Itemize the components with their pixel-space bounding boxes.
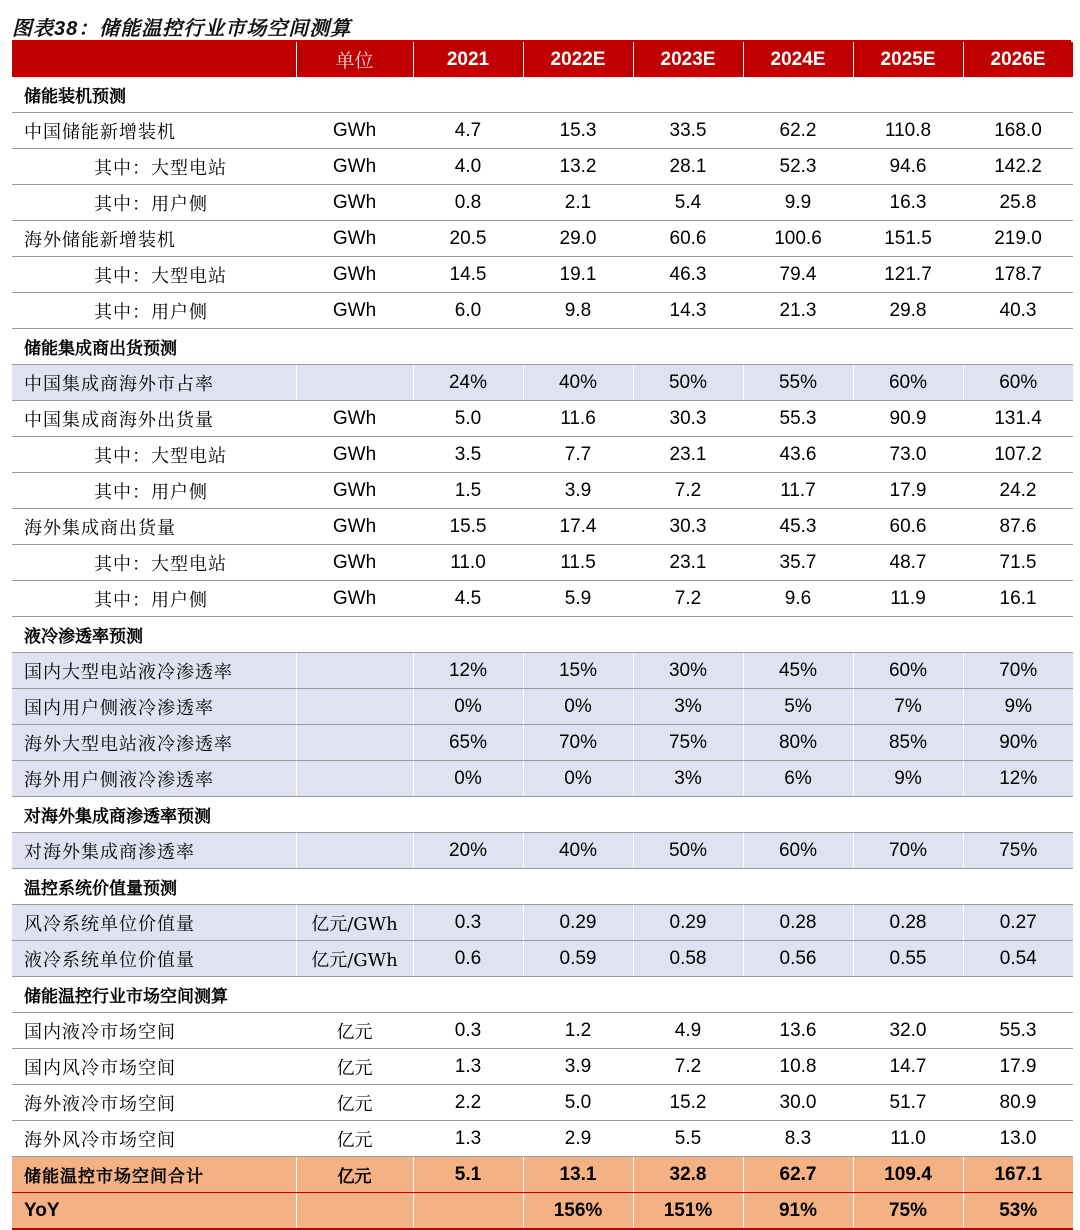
- value-cell: 29.0: [523, 221, 633, 257]
- value-cell: 62.7: [743, 1157, 853, 1193]
- unit-cell: [296, 653, 413, 689]
- row-label: 对海外集成商渗透率: [12, 833, 296, 869]
- value-cell: 0.6: [413, 941, 523, 977]
- value-cell: [413, 1193, 523, 1230]
- value-cell: 60%: [853, 365, 963, 401]
- value-cell: 51.7: [853, 1085, 963, 1121]
- value-cell: 24.2: [963, 473, 1073, 509]
- unit-cell: GWh: [296, 473, 413, 509]
- value-cell: 3.9: [523, 473, 633, 509]
- row-label: 国内液冷市场空间: [12, 1013, 296, 1049]
- unit-cell: [296, 761, 413, 797]
- unit-cell: GWh: [296, 185, 413, 221]
- value-cell: 9.6: [743, 581, 853, 617]
- value-cell: 0%: [413, 689, 523, 725]
- value-cell: 12%: [963, 761, 1073, 797]
- table-row: [12, 257, 1073, 293]
- table-body: [12, 77, 1073, 1229]
- row-label: 其中：用户侧: [12, 473, 296, 509]
- unit-cell: 亿元: [296, 1013, 413, 1049]
- value-cell: 48.7: [853, 545, 963, 581]
- value-cell: 9.9: [743, 185, 853, 221]
- value-cell: 52.3: [743, 149, 853, 185]
- value-cell: 32.0: [853, 1013, 963, 1049]
- row-label: 海外用户侧液冷渗透率: [12, 761, 296, 797]
- value-cell: 11.0: [853, 1121, 963, 1157]
- value-cell: 0.27: [963, 905, 1073, 941]
- table-row: [12, 725, 1073, 761]
- table-row: [12, 905, 1073, 941]
- value-cell: 23.1: [633, 545, 743, 581]
- unit-cell: [296, 689, 413, 725]
- value-cell: 32.8: [633, 1157, 743, 1193]
- value-cell: 5.4: [633, 185, 743, 221]
- value-cell: 30.3: [633, 509, 743, 545]
- unit-cell: GWh: [296, 113, 413, 149]
- value-cell: 3.5: [413, 437, 523, 473]
- table-row: [12, 365, 1073, 401]
- table-row: [12, 833, 1073, 869]
- value-cell: 2.2: [413, 1085, 523, 1121]
- table-row: [12, 293, 1073, 329]
- table-row: [12, 761, 1073, 797]
- value-cell: 19.1: [523, 257, 633, 293]
- value-cell: 33.5: [633, 113, 743, 149]
- unit-cell: 亿元/GWh: [296, 941, 413, 977]
- value-cell: 0.54: [963, 941, 1073, 977]
- value-cell: 17.4: [523, 509, 633, 545]
- value-cell: 13.6: [743, 1013, 853, 1049]
- value-cell: 142.2: [963, 149, 1073, 185]
- table-row: [12, 1013, 1073, 1049]
- value-cell: 13.2: [523, 149, 633, 185]
- value-cell: 75%: [853, 1193, 963, 1230]
- value-cell: 12%: [413, 653, 523, 689]
- unit-cell: 亿元: [296, 1157, 413, 1193]
- section-title: 储能温控行业市场空间测算: [12, 977, 1073, 1013]
- value-cell: 5.0: [523, 1085, 633, 1121]
- value-cell: 7.7: [523, 437, 633, 473]
- row-label: 海外液冷市场空间: [12, 1085, 296, 1121]
- value-cell: 15%: [523, 653, 633, 689]
- value-cell: 4.7: [413, 113, 523, 149]
- unit-cell: 亿元: [296, 1121, 413, 1157]
- unit-cell: GWh: [296, 509, 413, 545]
- value-cell: 1.5: [413, 473, 523, 509]
- value-cell: 9%: [853, 761, 963, 797]
- value-cell: 21.3: [743, 293, 853, 329]
- value-cell: 0.8: [413, 185, 523, 221]
- value-cell: 30%: [633, 653, 743, 689]
- section-title: 液冷渗透率预测: [12, 617, 1073, 653]
- value-cell: 15.2: [633, 1085, 743, 1121]
- value-cell: 30.0: [743, 1085, 853, 1121]
- value-cell: 11.5: [523, 545, 633, 581]
- value-cell: 60.6: [853, 509, 963, 545]
- value-cell: 131.4: [963, 401, 1073, 437]
- row-label: 中国集成商海外出货量: [12, 401, 296, 437]
- section-header-row: [12, 869, 1073, 905]
- value-cell: 0.58: [633, 941, 743, 977]
- value-cell: 45%: [743, 653, 853, 689]
- value-cell: 14.3: [633, 293, 743, 329]
- row-label: 其中：用户侧: [12, 581, 296, 617]
- value-cell: 23.1: [633, 437, 743, 473]
- value-cell: 30.3: [633, 401, 743, 437]
- header-unit-cell: 单位: [296, 42, 413, 77]
- value-cell: 53%: [963, 1193, 1073, 1230]
- table-row: [12, 1085, 1073, 1121]
- value-cell: 13.0: [963, 1121, 1073, 1157]
- yoy-row: [12, 1193, 1073, 1230]
- value-cell: 65%: [413, 725, 523, 761]
- value-cell: 7.2: [633, 1049, 743, 1085]
- value-cell: 11.9: [853, 581, 963, 617]
- section-title: 储能装机预测: [12, 77, 1073, 113]
- unit-cell: 亿元: [296, 1085, 413, 1121]
- value-cell: 107.2: [963, 437, 1073, 473]
- section-header-row: [12, 77, 1073, 113]
- value-cell: 1.3: [413, 1049, 523, 1085]
- row-label: 其中：用户侧: [12, 293, 296, 329]
- header-year-cell: 2024E: [743, 42, 853, 77]
- table-row: [12, 149, 1073, 185]
- value-cell: 11.0: [413, 545, 523, 581]
- value-cell: 5.0: [413, 401, 523, 437]
- value-cell: 15.3: [523, 113, 633, 149]
- value-cell: 71.5: [963, 545, 1073, 581]
- value-cell: 0.56: [743, 941, 853, 977]
- value-cell: 110.8: [853, 113, 963, 149]
- value-cell: 0.28: [743, 905, 853, 941]
- unit-cell: [296, 725, 413, 761]
- value-cell: 40%: [523, 833, 633, 869]
- header-year-cell: 2026E: [963, 42, 1073, 77]
- unit-cell: GWh: [296, 545, 413, 581]
- row-label: 海外储能新增装机: [12, 221, 296, 257]
- value-cell: 0.29: [523, 905, 633, 941]
- value-cell: 5.5: [633, 1121, 743, 1157]
- unit-cell: [296, 365, 413, 401]
- unit-cell: GWh: [296, 293, 413, 329]
- value-cell: 20.5: [413, 221, 523, 257]
- table-row: [12, 941, 1073, 977]
- forecast-table: [12, 42, 1074, 1230]
- table-row: [12, 401, 1073, 437]
- value-cell: 25.8: [963, 185, 1073, 221]
- value-cell: 0.59: [523, 941, 633, 977]
- table-row: [12, 473, 1073, 509]
- table-row: [12, 113, 1073, 149]
- value-cell: 9%: [963, 689, 1073, 725]
- value-cell: 17.9: [853, 473, 963, 509]
- value-cell: 20%: [413, 833, 523, 869]
- value-cell: 8.3: [743, 1121, 853, 1157]
- unit-cell: GWh: [296, 581, 413, 617]
- section-title: 对海外集成商渗透率预测: [12, 797, 1073, 833]
- value-cell: 29.8: [853, 293, 963, 329]
- value-cell: 55%: [743, 365, 853, 401]
- figure-title: 图表38：储能温控行业市场空间测算: [12, 18, 352, 40]
- value-cell: 79.4: [743, 257, 853, 293]
- value-cell: 4.9: [633, 1013, 743, 1049]
- value-cell: 1.2: [523, 1013, 633, 1049]
- value-cell: 10.8: [743, 1049, 853, 1085]
- value-cell: 5.1: [413, 1157, 523, 1193]
- row-label: 其中：用户侧: [12, 185, 296, 221]
- value-cell: 3%: [633, 689, 743, 725]
- row-label: YoY: [12, 1193, 296, 1230]
- value-cell: 60%: [963, 365, 1073, 401]
- value-cell: 16.3: [853, 185, 963, 221]
- section-header-row: [12, 617, 1073, 653]
- table-row: [12, 509, 1073, 545]
- value-cell: 91%: [743, 1193, 853, 1230]
- value-cell: 0.3: [413, 1013, 523, 1049]
- value-cell: 62.2: [743, 113, 853, 149]
- value-cell: 80.9: [963, 1085, 1073, 1121]
- row-label: 国内大型电站液冷渗透率: [12, 653, 296, 689]
- table-row: [12, 221, 1073, 257]
- unit-cell: 亿元/GWh: [296, 905, 413, 941]
- section-title: 储能集成商出货预测: [12, 329, 1073, 365]
- row-label: 海外风冷市场空间: [12, 1121, 296, 1157]
- value-cell: 0%: [523, 761, 633, 797]
- unit-cell: GWh: [296, 257, 413, 293]
- value-cell: 4.0: [413, 149, 523, 185]
- value-cell: 40%: [523, 365, 633, 401]
- row-label: 中国集成商海外市占率: [12, 365, 296, 401]
- value-cell: 50%: [633, 365, 743, 401]
- value-cell: 1.3: [413, 1121, 523, 1157]
- value-cell: 5%: [743, 689, 853, 725]
- value-cell: 75%: [963, 833, 1073, 869]
- unit-cell: GWh: [296, 149, 413, 185]
- value-cell: 70%: [853, 833, 963, 869]
- table-row: [12, 1121, 1073, 1157]
- value-cell: 0%: [523, 689, 633, 725]
- row-label: 储能温控市场空间合计: [12, 1157, 296, 1193]
- table-row: [12, 581, 1073, 617]
- value-cell: 151%: [633, 1193, 743, 1230]
- value-cell: 87.6: [963, 509, 1073, 545]
- value-cell: 4.5: [413, 581, 523, 617]
- value-cell: 0.3: [413, 905, 523, 941]
- header-year-cell: 2023E: [633, 42, 743, 77]
- value-cell: 14.5: [413, 257, 523, 293]
- row-label: 中国储能新增装机: [12, 113, 296, 149]
- value-cell: 2.1: [523, 185, 633, 221]
- value-cell: 17.9: [963, 1049, 1073, 1085]
- value-cell: 13.1: [523, 1157, 633, 1193]
- value-cell: 60%: [743, 833, 853, 869]
- value-cell: 3%: [633, 761, 743, 797]
- section-header-row: [12, 977, 1073, 1013]
- row-label: 海外集成商出货量: [12, 509, 296, 545]
- value-cell: 75%: [633, 725, 743, 761]
- row-label: 其中：大型电站: [12, 257, 296, 293]
- header-year-cell: 2021: [413, 42, 523, 77]
- value-cell: 90%: [963, 725, 1073, 761]
- value-cell: 7.2: [633, 581, 743, 617]
- value-cell: 0.29: [633, 905, 743, 941]
- value-cell: 7%: [853, 689, 963, 725]
- row-label: 海外大型电站液冷渗透率: [12, 725, 296, 761]
- value-cell: 7.2: [633, 473, 743, 509]
- total-row: [12, 1157, 1073, 1193]
- value-cell: 2.9: [523, 1121, 633, 1157]
- value-cell: 14.7: [853, 1049, 963, 1085]
- value-cell: 90.9: [853, 401, 963, 437]
- row-label: 其中：大型电站: [12, 437, 296, 473]
- value-cell: 11.7: [743, 473, 853, 509]
- value-cell: 219.0: [963, 221, 1073, 257]
- value-cell: 11.6: [523, 401, 633, 437]
- header-name-cell: [12, 42, 296, 77]
- row-label: 液冷系统单位价值量: [12, 941, 296, 977]
- value-cell: 168.0: [963, 113, 1073, 149]
- value-cell: 35.7: [743, 545, 853, 581]
- value-cell: 0%: [413, 761, 523, 797]
- header-year-cell: 2025E: [853, 42, 963, 77]
- unit-cell: [296, 1193, 413, 1230]
- value-cell: 60%: [853, 653, 963, 689]
- section-title: 温控系统价值量预测: [12, 869, 1073, 905]
- value-cell: 73.0: [853, 437, 963, 473]
- value-cell: 28.1: [633, 149, 743, 185]
- value-cell: 70%: [523, 725, 633, 761]
- table-row: [12, 653, 1073, 689]
- value-cell: 94.6: [853, 149, 963, 185]
- value-cell: 55.3: [743, 401, 853, 437]
- value-cell: 15.5: [413, 509, 523, 545]
- value-cell: 16.1: [963, 581, 1073, 617]
- value-cell: 55.3: [963, 1013, 1073, 1049]
- unit-cell: GWh: [296, 221, 413, 257]
- table-row: [12, 545, 1073, 581]
- value-cell: 50%: [633, 833, 743, 869]
- value-cell: 46.3: [633, 257, 743, 293]
- row-label: 风冷系统单位价值量: [12, 905, 296, 941]
- value-cell: 80%: [743, 725, 853, 761]
- section-header-row: [12, 797, 1073, 833]
- value-cell: 85%: [853, 725, 963, 761]
- row-label: 其中：大型电站: [12, 149, 296, 185]
- value-cell: 109.4: [853, 1157, 963, 1193]
- value-cell: 121.7: [853, 257, 963, 293]
- value-cell: 0.55: [853, 941, 963, 977]
- value-cell: 9.8: [523, 293, 633, 329]
- value-cell: 40.3: [963, 293, 1073, 329]
- value-cell: 70%: [963, 653, 1073, 689]
- table-header-row: [12, 42, 1073, 77]
- unit-cell: GWh: [296, 437, 413, 473]
- value-cell: 151.5: [853, 221, 963, 257]
- value-cell: 0.28: [853, 905, 963, 941]
- value-cell: 178.7: [963, 257, 1073, 293]
- row-label: 其中：大型电站: [12, 545, 296, 581]
- value-cell: 5.9: [523, 581, 633, 617]
- row-label: 国内用户侧液冷渗透率: [12, 689, 296, 725]
- value-cell: 6%: [743, 761, 853, 797]
- value-cell: 3.9: [523, 1049, 633, 1085]
- value-cell: 100.6: [743, 221, 853, 257]
- table-row: [12, 185, 1073, 221]
- value-cell: 43.6: [743, 437, 853, 473]
- value-cell: 156%: [523, 1193, 633, 1230]
- value-cell: 6.0: [413, 293, 523, 329]
- value-cell: 24%: [413, 365, 523, 401]
- unit-cell: [296, 833, 413, 869]
- table-row: [12, 437, 1073, 473]
- table-row: [12, 1049, 1073, 1085]
- header-year-cell: 2022E: [523, 42, 633, 77]
- table-row: [12, 689, 1073, 725]
- value-cell: 45.3: [743, 509, 853, 545]
- unit-cell: GWh: [296, 401, 413, 437]
- unit-cell: 亿元: [296, 1049, 413, 1085]
- value-cell: 60.6: [633, 221, 743, 257]
- value-cell: 167.1: [963, 1157, 1073, 1193]
- section-header-row: [12, 329, 1073, 365]
- row-label: 国内风冷市场空间: [12, 1049, 296, 1085]
